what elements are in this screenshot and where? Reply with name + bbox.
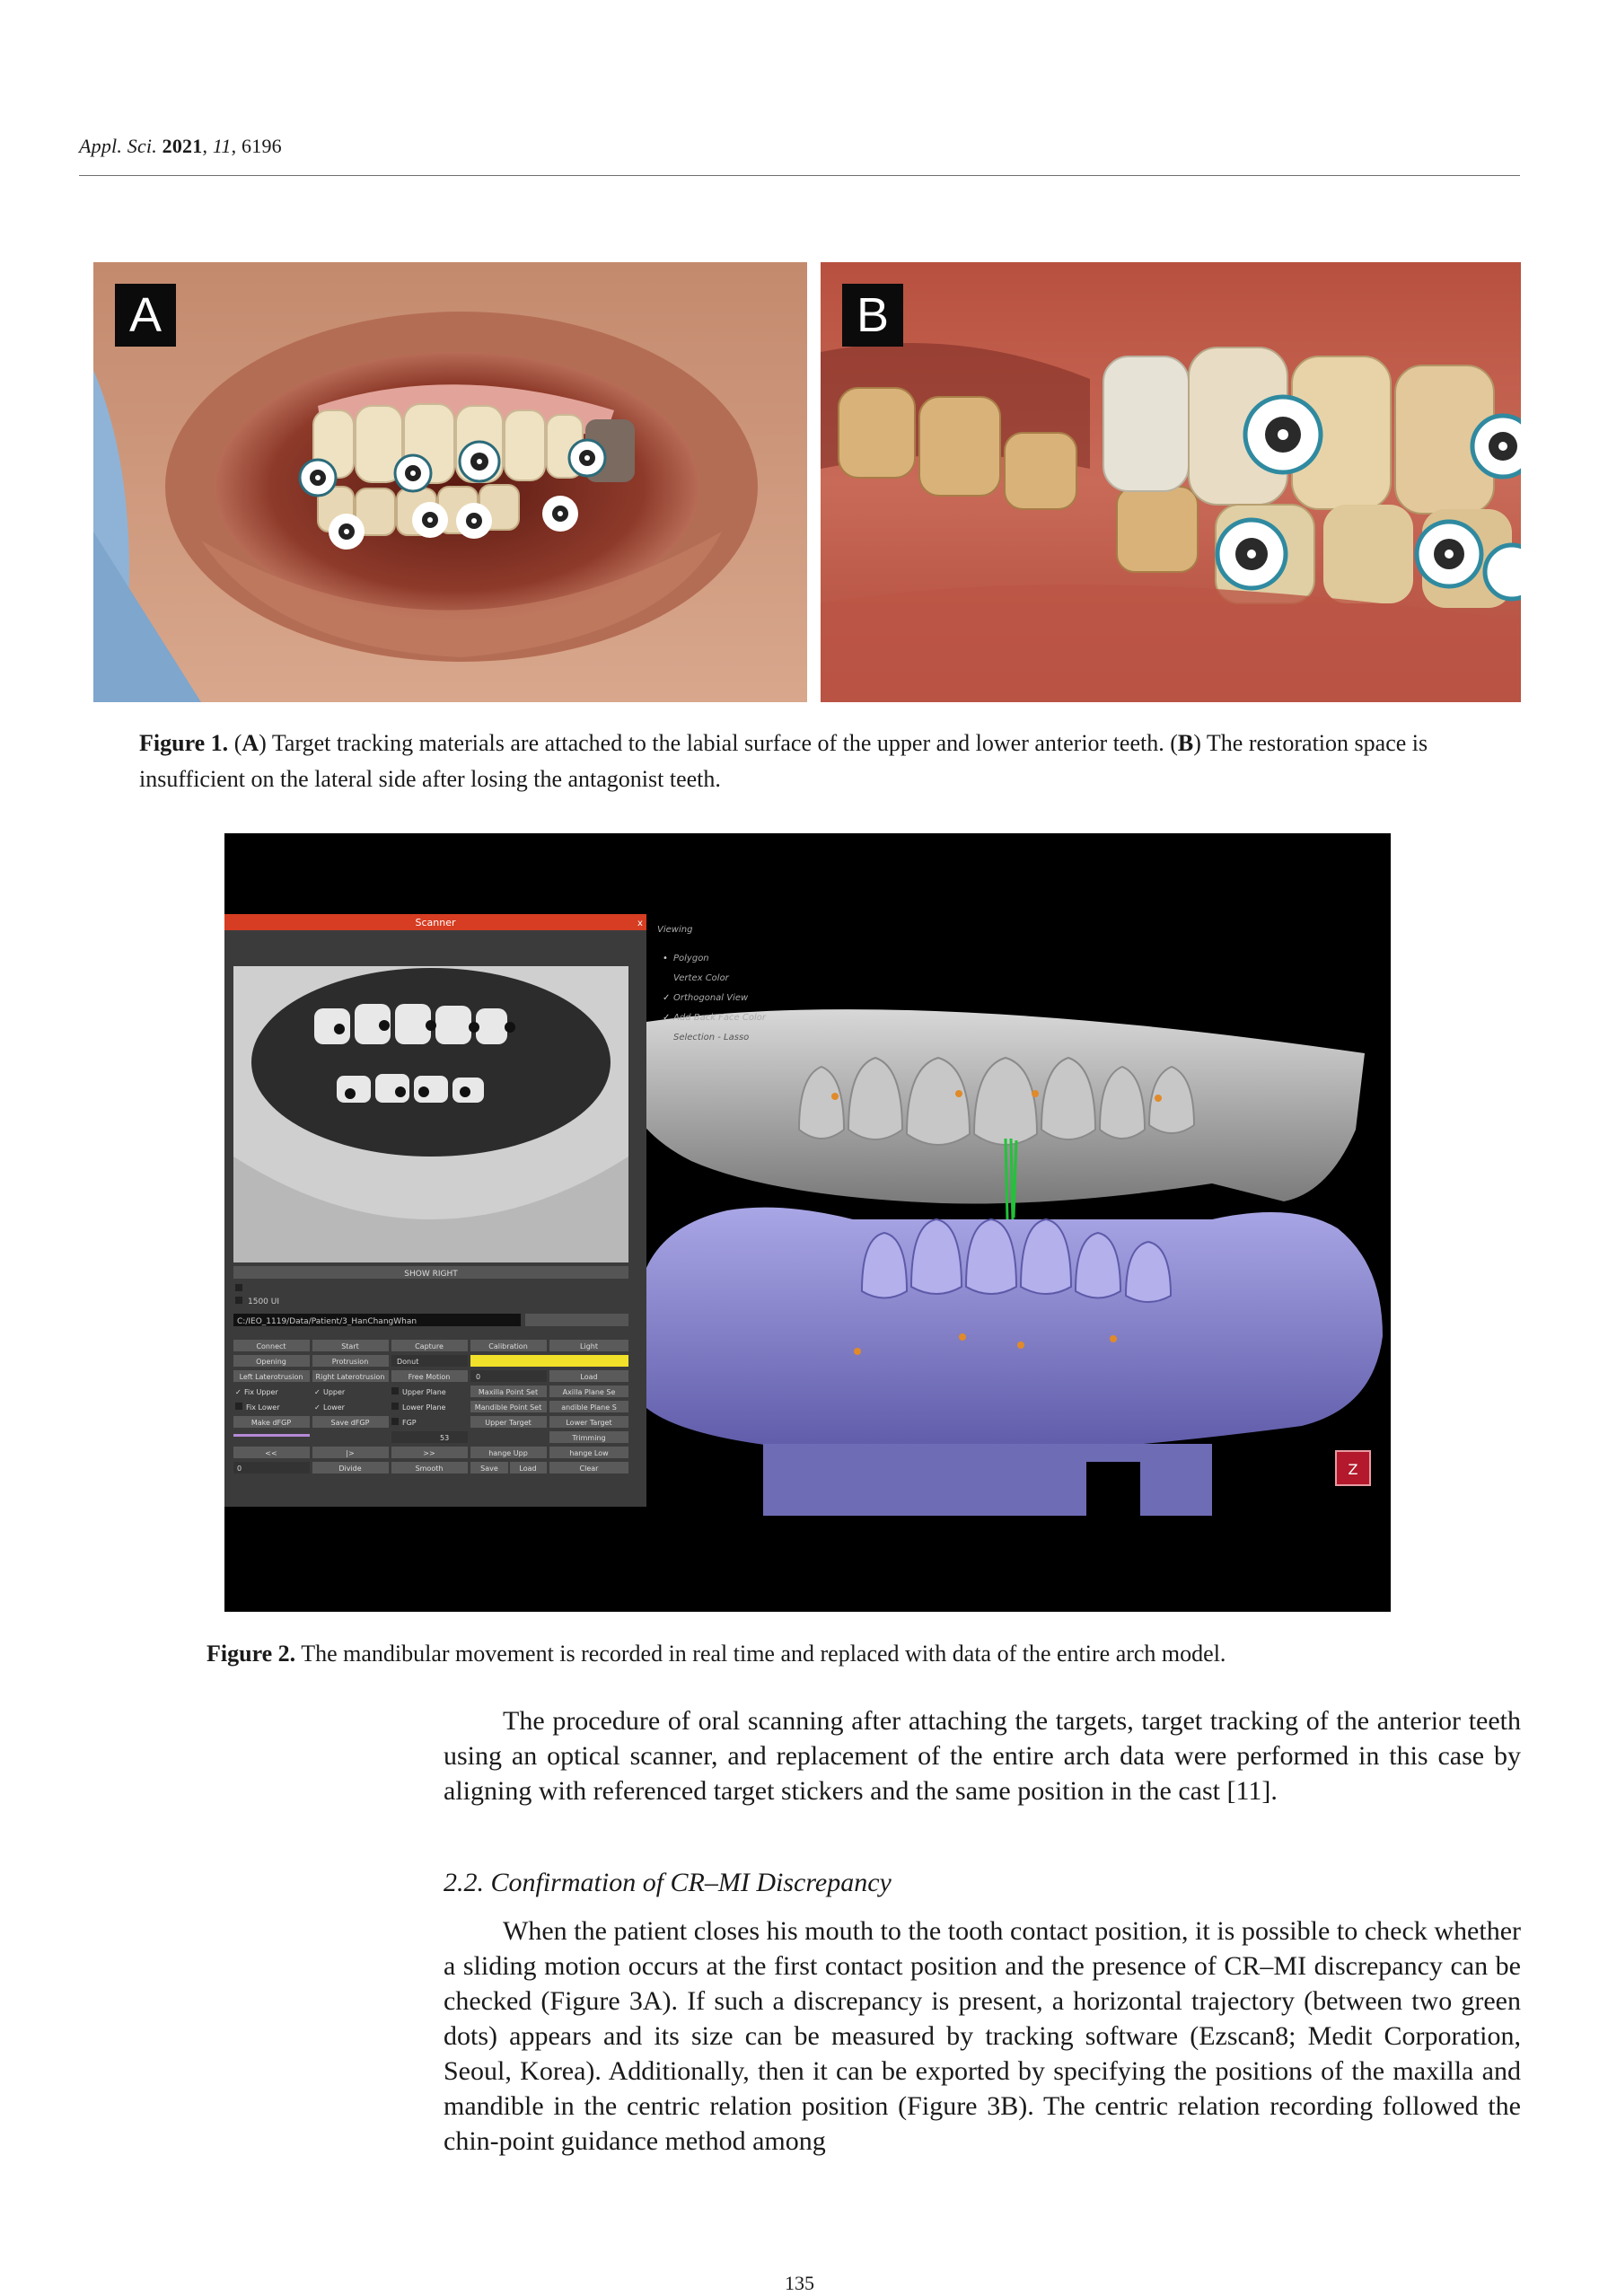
svg-text:FGP: FGP [402,1419,417,1427]
svg-text:Capture: Capture [415,1342,444,1350]
fix-lower-checkbox[interactable] [235,1403,242,1410]
orthogonal-check-icon: ✓ [663,993,671,1003]
frame-slider[interactable] [233,1434,310,1437]
panel-a-label: A [115,284,176,347]
svg-text:Opening: Opening [256,1358,286,1366]
back-face-check-icon: ✓ [663,1013,671,1023]
mandibular-trajectory [1006,1139,1016,1221]
svg-text:Save dFGP: Save dFGP [330,1419,370,1427]
viewing-item-selection: Selection - Lasso [673,1033,750,1042]
lower-checkbox[interactable]: ✓ [314,1403,321,1412]
lower-arch-model [635,1208,1383,1516]
svg-text:Lower Target: Lower Target [566,1419,612,1427]
frame-spinner[interactable] [391,1431,468,1443]
header-rule [79,175,1520,176]
lateral-teeth-photo [821,262,1521,702]
svg-text:Upper Target: Upper Target [485,1419,532,1427]
figure2-caption: Figure 2. The mandibular movement is recorded in real time and replaced with data of the entire arch model. [206,1641,1226,1667]
svg-text:Lower Plane: Lower Plane [402,1403,446,1412]
viewing-item-back-face: Add Back Face Color [673,1013,766,1023]
journal-year: 2021 [162,135,203,157]
panel-b-label: B [842,284,903,347]
svg-text:Divide: Divide [338,1465,362,1473]
figure1-panel-b-photo [821,262,1521,702]
page-number: 135 [785,2272,814,2294]
running-header: Appl. Sci. 2021, 11, 6196 [79,135,282,157]
svg-text:Left Laterotrusion: Left Laterotrusion [239,1373,303,1381]
button-row-1 [233,1340,628,1351]
paragraph-procedure: The procedure of oral scanning after attaching the targets, target tracking of the anterior teeth using an optical scanner, and replacement of the entire arch data were performed in this case by aligning with referenced target stickers and the same position in the cast [11]. [444,1706,1521,1806]
svg-text:Donut: Donut [397,1358,419,1366]
frontal-teeth-photo [93,262,807,702]
browse-button[interactable] [525,1314,628,1326]
figure1-caption-label: Figure 1. [139,730,229,756]
journal-name: Appl. Sci. [79,135,157,157]
svg-text:Fix Upper: Fix Upper [244,1388,278,1396]
svg-text:Make dFGP: Make dFGP [250,1419,292,1427]
svg-text:Lower: Lower [323,1403,345,1412]
upper-plane-checkbox[interactable] [391,1387,399,1394]
svg-text:<<: << [265,1449,277,1457]
svg-text:Mandible Point Set: Mandible Point Set [474,1403,542,1412]
svg-text:Start: Start [341,1342,359,1350]
article-number: 6196 [242,135,282,157]
viewing-menu-title: Viewing [657,925,693,935]
svg-text:Smooth: Smooth [415,1465,444,1473]
svg-text:0: 0 [476,1373,481,1381]
svg-text:|>: |> [346,1449,355,1457]
svg-text:1500 UI: 1500 UI [248,1298,280,1306]
figure1-caption: Figure 1. (A) Target tracking materials are attached to the labial surface of the upper and lower anterior teeth. (B) The restoration space is insufficient on the lateral side after losing the antagonist teeth. [139,730,1428,792]
value-spinner[interactable] [470,1370,547,1382]
svg-text:Load: Load [519,1465,537,1473]
svg-text:Fix Lower: Fix Lower [246,1403,280,1412]
viewing-item-orthogonal-view: Orthogonal View [673,993,749,1003]
button-row-3 [233,1370,628,1382]
figure1-panel-a-photo [93,262,807,702]
svg-text:Maxilla Point Set: Maxilla Point Set [478,1388,539,1396]
status-bar [470,1355,628,1367]
polygon-selected-icon: • [663,954,668,963]
svg-text:Right Laterotrusion: Right Laterotrusion [315,1373,385,1381]
camera-preview [233,966,628,1262]
figure2-caption-label: Figure 2. [206,1641,296,1667]
fix-upper-checkbox[interactable]: ✓ [235,1388,242,1396]
svg-text:Calibration: Calibration [488,1342,528,1350]
svg-text:Axilla Plane Se: Axilla Plane Se [562,1388,616,1396]
svg-text:andible Plane S: andible Plane S [561,1403,617,1412]
svg-text:Light: Light [580,1342,598,1350]
svg-text:C:/IEO_1119/Data/Patient/3_Han: C:/IEO_1119/Data/Patient/3_HanChangWhan [237,1317,417,1326]
svg-text:Free Motion: Free Motion [408,1373,451,1381]
svg-text:Protrusion: Protrusion [331,1358,369,1366]
lower-plane-checkbox[interactable] [391,1403,399,1410]
button-row-9 [233,1462,628,1473]
svg-text:Save: Save [480,1465,498,1473]
svg-text:hange Upp: hange Upp [488,1449,528,1457]
viewing-item-vertex-color: Vertex Color [673,973,729,983]
axis-cube[interactable] [1336,1451,1370,1485]
svg-text:>>: >> [423,1449,435,1457]
svg-text:Upper: Upper [323,1388,346,1396]
svg-text:Clear: Clear [579,1465,599,1473]
scanner-window [224,914,646,1507]
upper-checkbox[interactable]: ✓ [314,1388,321,1396]
svg-text:SHOW RIGHT: SHOW RIGHT [404,1270,458,1279]
svg-text:Load: Load [580,1373,598,1381]
viewing-item-polygon: Polygon [673,954,709,963]
svg-text:53: 53 [440,1434,450,1442]
svg-text:Trimming: Trimming [572,1434,606,1442]
svg-text:Connect: Connect [256,1342,286,1350]
journal-volume: 11 [212,135,232,157]
scanner-scene [224,833,1391,1612]
axis-cube-label: Z [1348,1461,1358,1478]
svg-text:Upper Plane: Upper Plane [402,1388,446,1396]
divide-count-field[interactable] [233,1462,310,1473]
window-close-icon: x [637,919,643,928]
paragraph-cr-mi: When the patient closes his mouth to the tooth contact position, it is possible to check whether a sliding motion occurs at the first contact position and the presence of CR–MI discrepancy can be checked (Figure 3A). If such a discrepancy is present, a horizontal trajectory (between two green dots) appears and its size can be measured by tracking software (Ezscan8; Medit Corporation, Seoul, Korea). Additionally, then it can be exported by specifying the positions of the maxilla and mandible in the centric relation position (Figure 3B). The centric relation recording followed the chin-point guidance method among [444,1916,1521,2156]
checkbox-1500ui[interactable] [235,1297,242,1304]
button-row-8 [233,1447,628,1458]
svg-text:hange Low: hange Low [569,1449,609,1457]
scanner-window-title: Scanner [415,917,456,928]
section-heading-2-2: 2.2. Confirmation of CR–MI Discrepancy [444,1868,892,1897]
svg-text:0: 0 [237,1465,242,1473]
figure2-software-screenshot [224,833,1391,1612]
button-row-2 [233,1355,628,1367]
fgp-checkbox[interactable] [391,1418,399,1425]
